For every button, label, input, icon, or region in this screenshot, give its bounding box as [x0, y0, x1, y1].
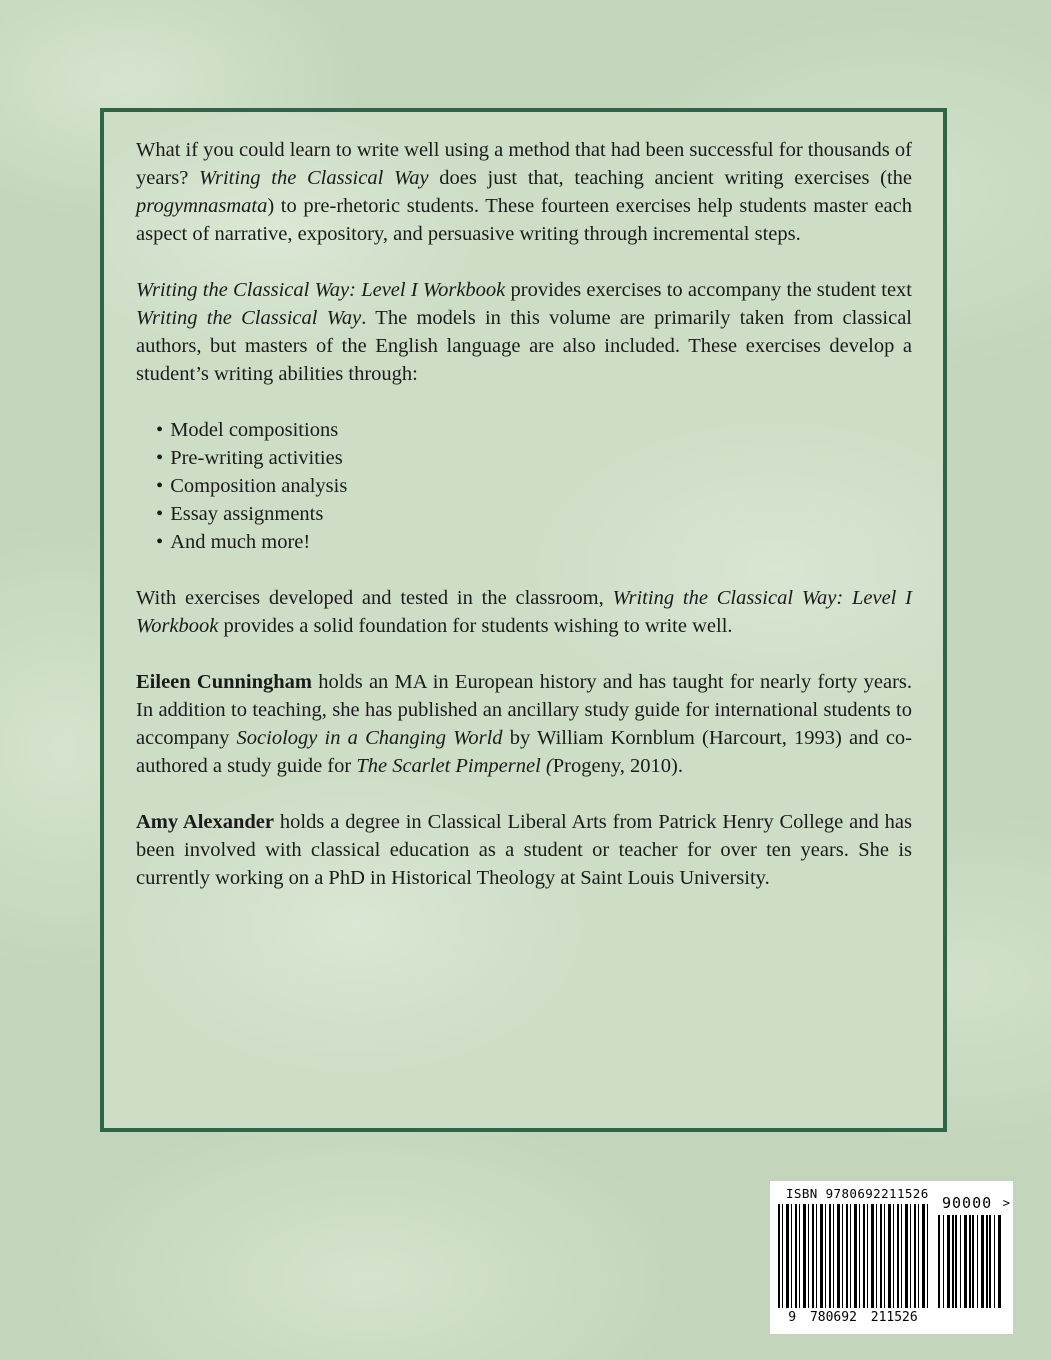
text-segment: provides a solid foundation for students wishing to write well. [218, 615, 733, 637]
text-segment: Progeny, 2010). [552, 755, 683, 777]
barcode-panel [770, 1181, 1013, 1334]
barcode-digits: 9 780692 211526 [772, 1310, 934, 1325]
book-title: Writing the Classical Way [199, 167, 429, 189]
isbn-label: ISBN 9780692211526 [786, 1186, 929, 1201]
bullet-text: Composition analysis [170, 475, 348, 497]
term-progymnasmata: progymnasmata [136, 195, 268, 217]
bullet-text: Pre-writing activities [170, 447, 343, 469]
bullet-icon: • [156, 419, 164, 441]
bullet-icon: • [156, 447, 164, 469]
bullet-icon: • [156, 503, 164, 525]
bullet-text: Model compositions [170, 419, 339, 441]
text-segment: With exercises developed and tested in the classroom, [136, 587, 613, 609]
bullet-item [156, 500, 912, 528]
book-title: Writing the Classical Way: Level I Workbook [136, 587, 913, 637]
bullet-item [156, 444, 912, 472]
book-title: The Scarlet Pimpernel [356, 755, 541, 777]
author-bio-eileen [136, 668, 912, 780]
book-title: Writing the Classical Way: Level I Workbook [136, 279, 506, 301]
author-bio-amy [136, 808, 912, 892]
author-name: Amy Alexander [136, 811, 274, 833]
bullet-text: And much more! [170, 531, 311, 553]
bullet-item [156, 472, 912, 500]
author-name: Eileen Cunningham [136, 671, 313, 693]
text-segment: ( [540, 755, 553, 777]
intro-paragraph [136, 136, 912, 248]
text-segment: What if you could learn to write well using a method that had been successful for thousands of years? [136, 139, 912, 189]
workbook-paragraph [136, 276, 912, 388]
bullet-icon: • [156, 475, 164, 497]
text-panel [100, 108, 947, 1132]
text-segment: provides exercises to accompany the student text [505, 279, 912, 301]
addon-arrow: > [1002, 1196, 1010, 1210]
barcode-supplement-bars [938, 1215, 1002, 1308]
text-segment: holds a degree in Classical Liberal Arts from Patrick Henry College and has been involved with classical education as a student or teacher for over ten years. She is currently working on a PhD in Historical Theology at Saint Louis University. [136, 811, 912, 889]
text-segment: does just that, teaching ancient writing exercises (the [428, 167, 912, 189]
bullet-icon: • [156, 531, 164, 553]
back-cover-text [104, 112, 943, 892]
bullet-text: Essay assignments [170, 503, 324, 525]
book-title: Writing the Classical Way [136, 307, 362, 329]
feature-bullet-list [136, 416, 912, 556]
book-title: Sociology in a Changing World [236, 727, 503, 749]
text-segment: by William Kornblum (Harcourt, 1993) and co-authored a study guide for [136, 727, 912, 777]
bullet-item [156, 528, 912, 556]
text-segment: . The models in this volume are primarily taken from classical authors, but masters of the English language are also included. These exercises develop a student’s writing abilities through: [136, 307, 912, 385]
text-segment: holds an MA in European history and has taught for nearly forty years. In addition to teaching, she has published an ancillary study guide for international students to accompany [136, 671, 912, 749]
price-code: 90000 [942, 1194, 993, 1212]
barcode-main-bars [778, 1204, 930, 1308]
bullet-item [156, 416, 912, 444]
classroom-paragraph [136, 584, 912, 640]
text-segment: ) to pre-rhetoric students. These fourteen exercises help students master each aspect of narrative, expository, and persuasive writing through incremental steps. [136, 195, 912, 245]
